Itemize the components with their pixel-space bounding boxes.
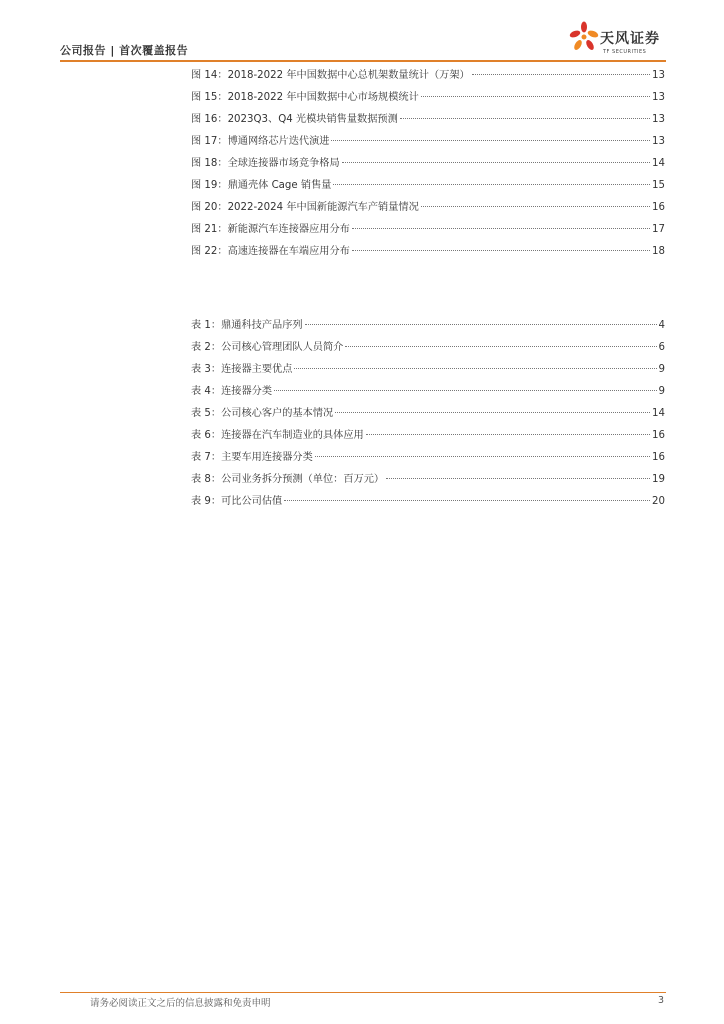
table-toc-entry[interactable] — [191, 382, 665, 404]
dot-leader — [400, 118, 650, 119]
logo-english-name: TF SECURITIES — [603, 49, 647, 55]
figure-toc-entry[interactable] — [191, 110, 665, 132]
toc-entry-label: 表 7：主要车用连接器分类 — [191, 452, 313, 463]
toc-entry-label: 图 19：鼎通壳体 Cage 销售量 — [191, 180, 332, 191]
toc-entry-label: 表 6：连接器在汽车制造业的具体应用 — [191, 430, 364, 441]
dot-leader — [345, 346, 656, 347]
toc-entry-page: 16 — [652, 430, 665, 441]
footer-divider — [60, 992, 666, 993]
toc-entry-page: 17 — [652, 224, 665, 235]
toc-entry-page: 6 — [658, 342, 665, 353]
toc-entry-page: 9 — [658, 386, 665, 397]
table-index — [191, 316, 665, 514]
figure-toc-entry[interactable] — [191, 132, 665, 154]
toc-entry-page: 13 — [652, 136, 665, 147]
dot-leader — [342, 162, 650, 163]
toc-entry-label: 表 5：公司核心客户的基本情况 — [191, 408, 334, 419]
figure-toc-entry[interactable] — [191, 176, 665, 198]
page-number: 3 — [658, 995, 665, 1006]
toc-entry-label: 表 9：可比公司估值 — [191, 496, 283, 507]
dot-leader — [472, 74, 650, 75]
toc-entry-label: 表 4：连接器分类 — [191, 386, 273, 397]
toc-entry-label: 图 14：2018-2022 年中国数据中心总机架数量统计（万架） — [191, 70, 470, 81]
logo-chinese-name: 天风证券 — [600, 31, 660, 47]
footer-disclaimer: 请务必阅读正文之后的信息披露和免责申明 — [90, 998, 271, 1009]
toc-entry-page: 16 — [652, 452, 665, 463]
table-toc-entry[interactable] — [191, 448, 665, 470]
dot-leader — [315, 456, 650, 457]
dot-leader — [386, 478, 650, 479]
toc-entry-page: 14 — [652, 408, 665, 419]
toc-entry-page: 20 — [652, 496, 665, 507]
toc-entry-label: 表 2：公司核心管理团队人员简介 — [191, 342, 344, 353]
toc-entry-page: 15 — [652, 180, 665, 191]
figure-toc-entry[interactable] — [191, 88, 665, 110]
toc-entry-label: 表 1：鼎通科技产品序列 — [191, 320, 303, 331]
toc-entry-label: 表 8：公司业务拆分预测（单位：百万元） — [191, 474, 385, 485]
toc-entry-page: 14 — [652, 158, 665, 169]
figure-index — [191, 66, 665, 264]
dot-leader — [352, 250, 650, 251]
dot-leader — [284, 500, 650, 501]
table-toc-entry[interactable] — [191, 338, 665, 360]
flower-logo-icon — [568, 20, 600, 54]
toc-entry-page: 16 — [652, 202, 665, 213]
table-toc-entry[interactable] — [191, 470, 665, 492]
figure-toc-entry[interactable] — [191, 220, 665, 242]
toc-entry-page: 13 — [652, 70, 665, 81]
dot-leader — [421, 96, 650, 97]
figure-toc-entry[interactable] — [191, 66, 665, 88]
toc-entry-label: 图 22：高速连接器在车端应用分布 — [191, 246, 350, 257]
dot-leader — [305, 324, 657, 325]
toc-entry-label: 图 21：新能源汽车连接器应用分布 — [191, 224, 350, 235]
figure-toc-entry[interactable] — [191, 242, 665, 264]
toc-entry-page: 9 — [658, 364, 665, 375]
toc-entry-page: 4 — [658, 320, 665, 331]
header-divider — [60, 60, 666, 62]
table-toc-entry[interactable] — [191, 316, 665, 338]
dot-leader — [421, 206, 650, 207]
table-toc-entry[interactable] — [191, 492, 665, 514]
toc-entry-page: 13 — [652, 114, 665, 125]
tf-securities-logo — [568, 18, 668, 58]
dot-leader — [333, 184, 650, 185]
toc-entry-label: 图 17：博通网络芯片迭代演进 — [191, 136, 330, 147]
toc-entry-page: 19 — [652, 474, 665, 485]
toc-entry-label: 图 16：2023Q3、Q4 光模块销售量数据预测 — [191, 114, 398, 125]
dot-leader — [352, 228, 650, 229]
toc-entry-label: 图 15：2018-2022 年中国数据中心市场规模统计 — [191, 92, 419, 103]
toc-entry-page: 18 — [652, 246, 665, 257]
dot-leader — [294, 368, 656, 369]
table-toc-entry[interactable] — [191, 404, 665, 426]
dot-leader — [331, 140, 650, 141]
dot-leader — [366, 434, 650, 435]
dot-leader — [274, 390, 656, 391]
figure-toc-entry[interactable] — [191, 198, 665, 220]
report-type-title: 公司报告 | 首次覆盖报告 — [60, 44, 189, 57]
table-toc-entry[interactable] — [191, 426, 665, 448]
toc-entry-page: 13 — [652, 92, 665, 103]
toc-entry-label: 图 20：2022-2024 年中国新能源汽车产销量情况 — [191, 202, 419, 213]
toc-entry-label: 图 18：全球连接器市场竞争格局 — [191, 158, 340, 169]
table-toc-entry[interactable] — [191, 360, 665, 382]
dot-leader — [335, 412, 650, 413]
figure-toc-entry[interactable] — [191, 154, 665, 176]
toc-entry-label: 表 3：连接器主要优点 — [191, 364, 293, 375]
